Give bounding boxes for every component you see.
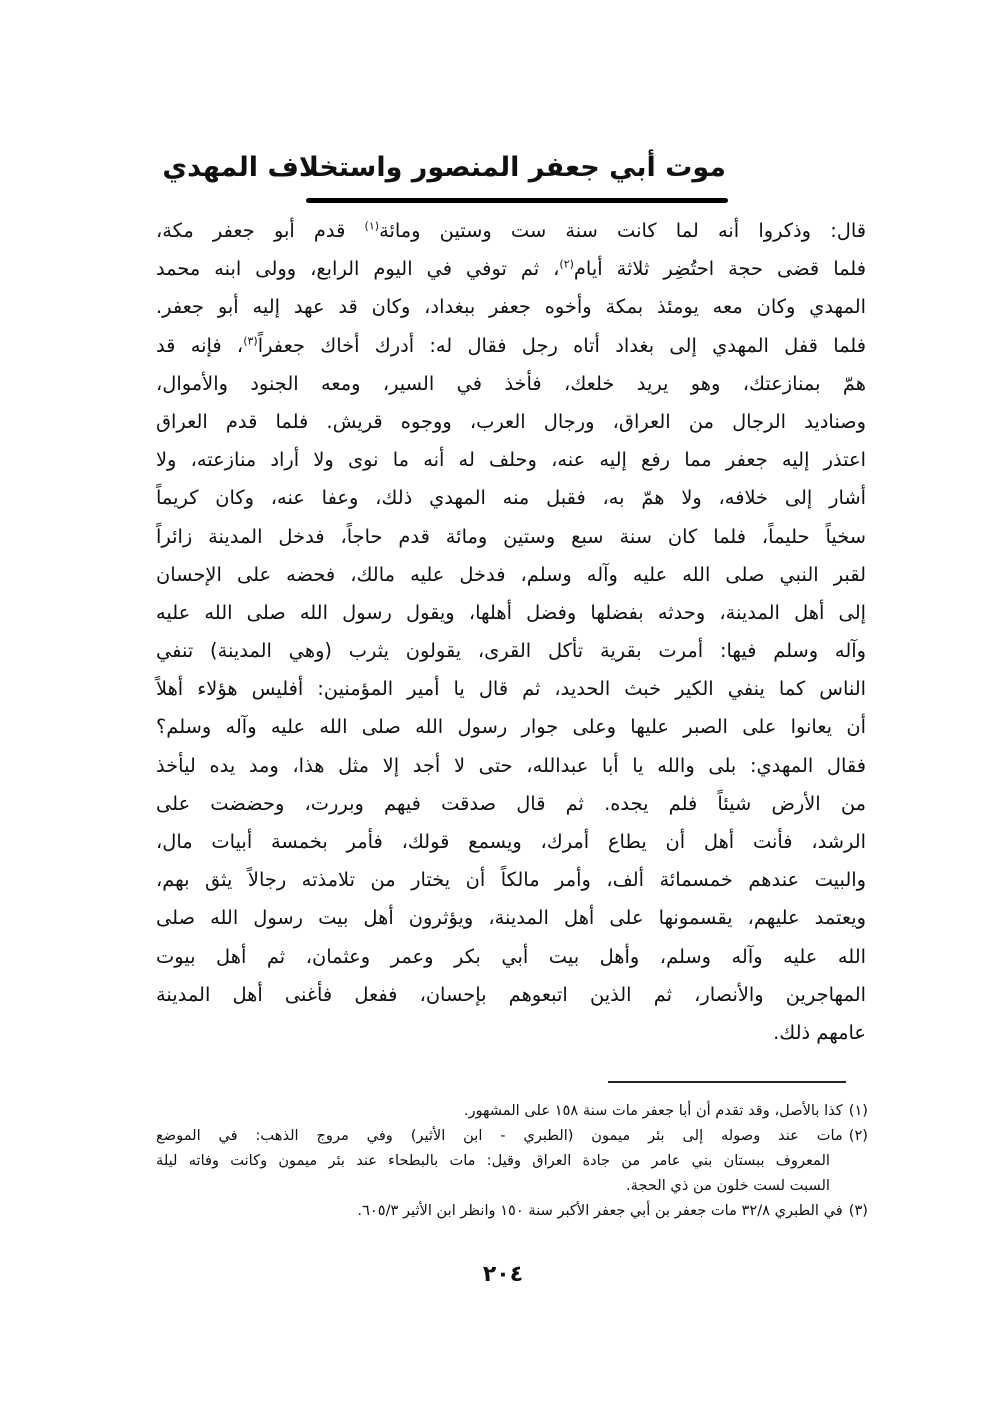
body-line: أن يعانوا على الصبر عليها وعلى جوار رسول الله صلى الله عليه وآله وسلم؟ [156, 715, 866, 739]
footnote-ref-3[interactable]: (٣) [243, 334, 258, 348]
chapter-title: موت أبي جعفر المنصور واستخلاف المهدي [162, 152, 726, 183]
footnote-ref-2[interactable]: (٢) [559, 257, 574, 271]
footnote-number: (١) [848, 1102, 868, 1119]
footnote-2: (٢)مات عند وصوله إلى بئر ميمون (الطبري - ابن الأثير) وفي مروج الذهب: في الموضع المعروف ببستان بني عامر من جادة العراق وقيل: مات بالبطحاء عند بئر ميمون وكانت وفاته ليلة السبت لست خلون من ذي الحجة. [156, 1127, 868, 1194]
body-line: فقال المهدي: بلى والله يا أبا عبدالله، حتى لا أجد إلا مثل هذا، ومد يده ليأخذ [156, 753, 866, 777]
body-line: وآله وسلم فيها: أمرت بقرية تأكل القرى، يقولون يثرب (وهي المدينة) تنفي [156, 639, 866, 663]
footnote-1: (١)كذا بالأصل، وقد تقدم أن أبا جعفر مات سنة ١٥٨ على المشهور. [463, 1102, 868, 1119]
footnotes [156, 1098, 868, 1223]
body-line: أشار إلى خلافه، ولا همّ به، فقبل منه المهدي ذلك، وعفا عنه، وكان كريماً [156, 486, 866, 510]
body-line: ويعتمد عليهم، يقسمونها على أهل المدينة، ويؤثرون أهل بيت رسول الله صلى [156, 906, 866, 930]
body-line: فلما قضى حجة احتُضِر ثلاثة أيام$^{(٢)}$، ثم توفي في اليوم الرابع، وولى ابنه محمد [156, 257, 866, 281]
title-underline [306, 198, 728, 203]
body-line: الناس كما ينفي الكير خبث الحديد، ثم قال يا أمير المؤمنين: أفليس هؤلاء أهلاً [156, 677, 866, 701]
footnote-number: (٣) [848, 1202, 868, 1219]
body-line: الله عليه وآله وسلم، وأهل بيت أبي بكر وعمر وعثمان، ثم أهل بيوت [156, 944, 866, 968]
body-line: المهدي وكان معه يومئذ بمكة وأخوه جعفر ببغداد، وكان قد عهد إليه أبو جعفر. [156, 295, 866, 319]
body-line: قال: وذكروا أنه لما كانت سنة ست وستين ومائة$^{(١)}$ قدم أبو جعفر مكة، [156, 219, 866, 242]
body-line: عامهم ذلك. [773, 1020, 866, 1044]
body-line: اعتذر إليه جعفر مما رفع إليه عنه، وحلف له أنه ما نوى ولا أراد منازعته، ولا [156, 448, 866, 472]
body-line: وصناديد الرجال من العراق، ورجال العرب، ووجوه قريش. فلما قدم العراق [156, 409, 866, 433]
body-line: إلى أهل المدينة، وحدثه بفضلها وفضل أهلها، ويقول رسول الله صلى الله عليه [156, 600, 866, 624]
body-line: والبيت عندهم خمسمائة ألف، وأمر مالكاً أن يختار من تلامذته رجالاً يثق بهم، [156, 868, 866, 892]
body-line: سخياً حليماً، فلما كان سنة سبع وستين ومائة قدم حاجاً، فدخل المدينة زائراً [156, 524, 866, 548]
body-line: من الأرض شيئاً فلم يجده. ثم قال صدقت فيهم وبررت، وحضضت على [156, 791, 866, 815]
footnote-number: (٢) [848, 1127, 868, 1144]
footnote-ref-1[interactable]: (١) [364, 219, 380, 233]
body-line: المهاجرين والأنصار، ثم الذين اتبعوهم بإحسان، ففعل فأغنى أهل المدينة [156, 982, 866, 1006]
body-line: لقبر النبي صلى الله عليه وآله وسلم، فدخل عليه مالك، فحضه على الإحسان [156, 562, 866, 586]
page-number: ٢٠٤ [482, 1262, 524, 1287]
body-line: فلما قفل المهدي إلى بغداد أتاه رجل فقال له: أدرك أخاك جعفراً$^{(٣)}$، فإنه قد [156, 333, 866, 357]
body-line: الرشد، فأنت أهل أن يطاع أمرك، ويسمع قولك، فأمر بخمسة أبيات مال، [156, 830, 866, 853]
footnote-separator [608, 1081, 846, 1083]
body-text [156, 212, 866, 1052]
body-line: همّ بمنازعتك، وهو يريد خلعك، فأخذ في السير، ومعه الجنود والأموال، [156, 371, 866, 395]
footnote-3: (٣)في الطبري ٣٢/٨ مات جعفر بن أبي جعفر الأكبر سنة ١٥٠ وانظر ابن الأثير ٦٠٥/٣. [357, 1202, 868, 1219]
